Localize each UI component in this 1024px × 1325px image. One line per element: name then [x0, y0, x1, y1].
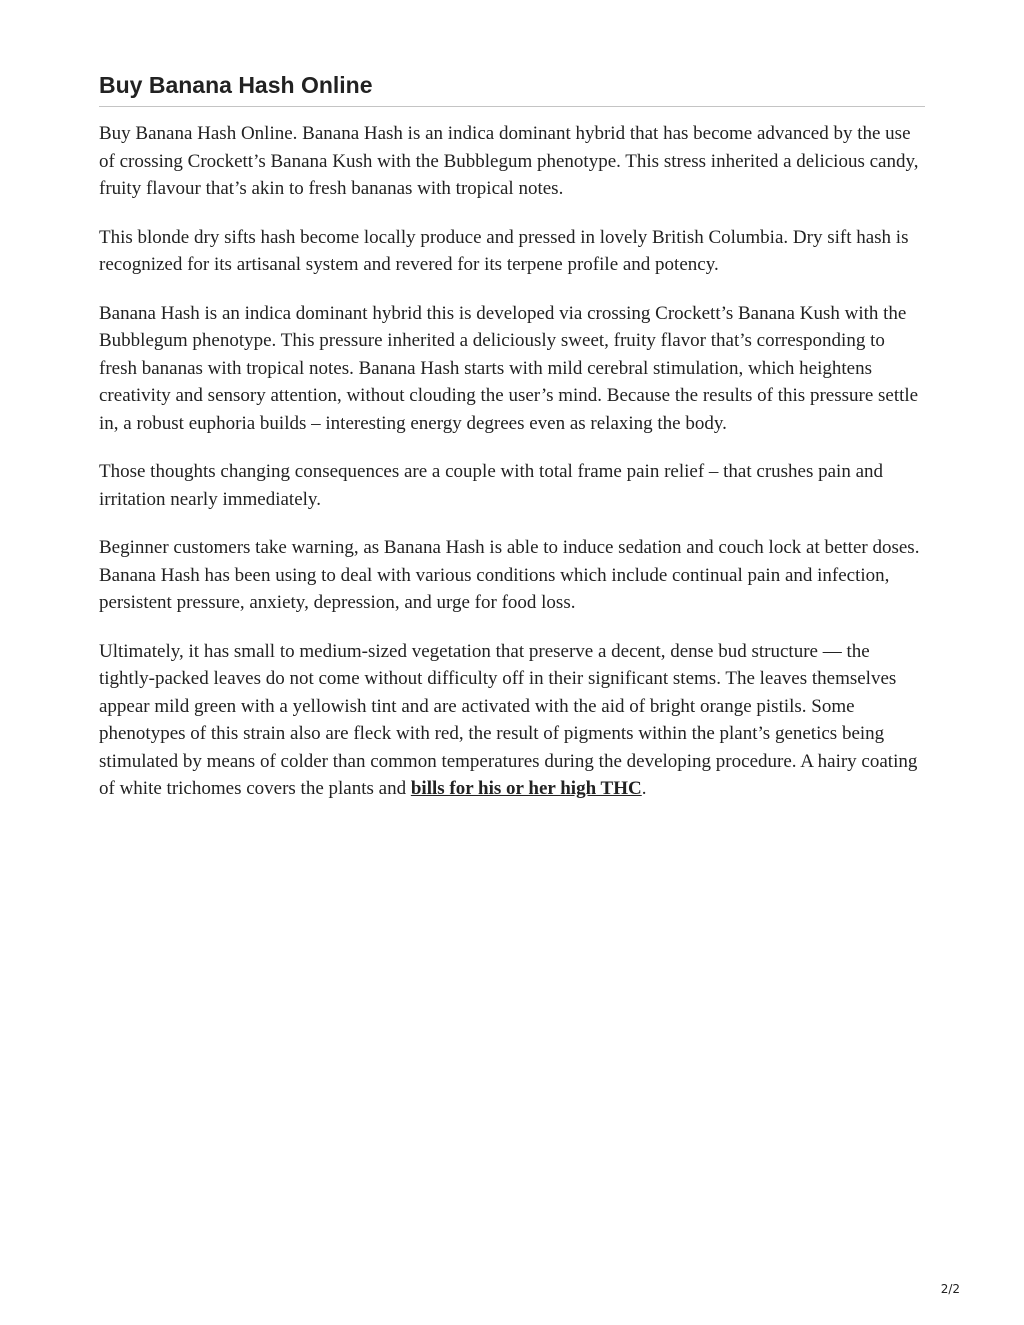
paragraph-2: This blonde dry sifts hash become locally produce and pressed in lovely British Columbia. Dry sift hash is recognized for its artisanal system and revered for its terpene profile and potency.: [99, 226, 909, 275]
paragraph-6: [99, 638, 925, 803]
paragraph-5: Beginner customers take warning, as Banana Hash is able to induce sedation and couch lock at better doses. Banana Hash has been using to deal with various conditions which include continual pain and infection, persistent pressure, anxiety, depression, and urge for food loss.: [99, 537, 920, 613]
paragraph-4: Those thoughts changing consequences are a couple with total frame pain relief – that crushes pain and irritation nearly immediately.: [99, 461, 884, 510]
document-page: [99, 70, 925, 803]
article-title: Buy Banana Hash Online: [99, 70, 925, 107]
page-number: 2/2: [940, 1282, 960, 1296]
thc-link[interactable]: bills for his or her high THC: [410, 778, 642, 799]
paragraph-3: Banana Hash is an indica dominant hybrid this is developed via crossing Crockett’s Banana Kush with the Bubblegum phenotype. This pressure inherited a deliciously sweet, fruity flavor that’s corresponding to fresh bananas with tropical notes. Banana Hash starts with mild cerebral stimulation, which heightens creativity and sensory attention, without clouding the user’s mind. Because the results of this pressure settle in, a robust euphoria builds – interesting energy degrees even as relaxing the body.: [99, 302, 919, 434]
paragraph-1: Buy Banana Hash Online. Banana Hash is an indica dominant hybrid that has become advanced by the use of crossing Crockett’s Banana Kush with the Bubblegum phenotype. This stress inherited a delicious candy, fruity flavour that’s akin to fresh bananas with tropical notes.: [99, 123, 919, 199]
paragraph-6-text: Ultimately, it has small to medium-sized vegetation that preserve a decent, dense bud structure — the tightly-packed leaves do not come without difficulty off in their significant stems. The leaves themselves appear mild green with a yellowish tint and are activated with the aid of bright orange pistils. Some phenotypes of this strain also are fleck with red, the result of pigments within the plant’s genetics being stimulated by means of colder than common temperatures during the developing procedure. A hairy coating of white trichomes covers the plants and: [99, 640, 918, 799]
paragraph-6-end: .: [641, 778, 647, 799]
